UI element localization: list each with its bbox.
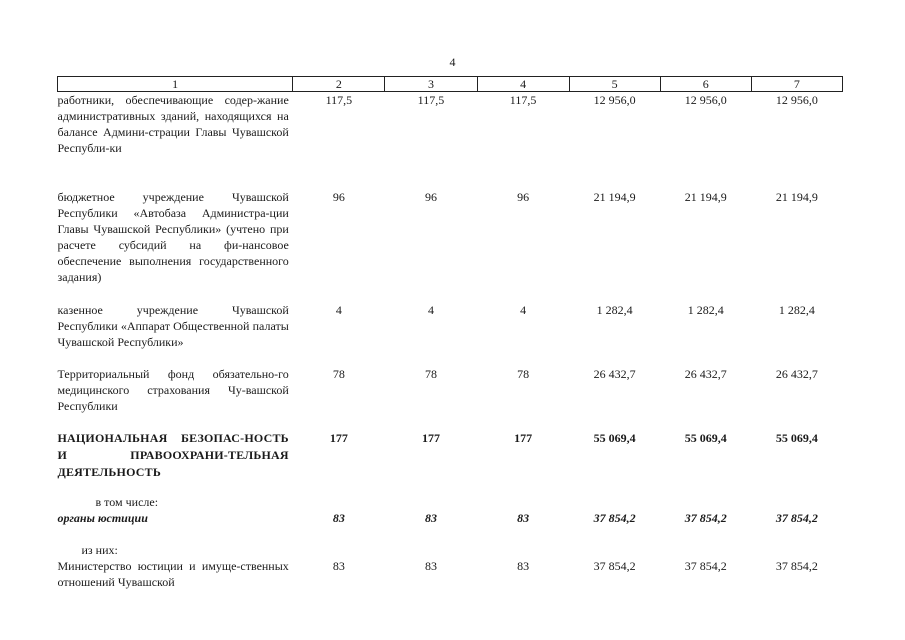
row-value: 55 069,4 [684, 430, 727, 445]
table-row [58, 494, 843, 510]
row-value: 1 282,4 [778, 302, 815, 317]
table-row [58, 92, 843, 189]
row-value: 26 432,7 [775, 366, 818, 381]
subgroup-label: из них: [81, 542, 118, 557]
row-label: работники, обеспечивающие содер-жание административных зданий, находящихся на балансе Админи-страции Главы Чувашской Республи-ки [57, 93, 289, 155]
row-label: казенное учреждение Чувашской Республики «Аппарат Общественной палаты Чувашской Республики» [57, 302, 289, 349]
row-value: 1 282,4 [687, 302, 724, 317]
row-value: 37 854,2 [593, 510, 636, 525]
row-value: 4 [520, 302, 527, 317]
row-value: 12 956,0 [684, 93, 727, 107]
row-value: 78 [517, 366, 530, 381]
row-label: бюджетное учреждение Чувашской Республики «Автобаза Администра-ции Главы Чувашской Республики» (учтено при расчете субсидий на фи-нансовое обеспечение выполнения государственного задания) [57, 189, 289, 284]
subgroup-label: в том числе: [95, 494, 159, 509]
row-value: 21 194,9 [593, 189, 636, 204]
column-header-3: 3 [385, 77, 477, 92]
row-value: 21 194,9 [684, 189, 727, 204]
row-value: 12 956,0 [593, 93, 636, 107]
row-value: 117,5 [325, 93, 353, 107]
row-value: 83 [517, 558, 530, 573]
row-value: 37 854,2 [593, 558, 636, 573]
row-value: 117,5 [417, 93, 445, 107]
row-value: 1 282,4 [596, 302, 633, 317]
column-header-4: 4 [477, 77, 569, 92]
column-header-7: 7 [751, 77, 842, 92]
row-value: 21 194,9 [775, 189, 818, 204]
column-header-2: 2 [293, 77, 385, 92]
column-header-6: 6 [660, 77, 751, 92]
row-value: 4 [427, 302, 434, 317]
row-value: 96 [332, 189, 345, 204]
row-label: Территориальный фонд обязательно-го медицинского страхования Чу-вашской Республики [57, 366, 289, 413]
table-row [58, 558, 843, 590]
column-header-5: 5 [569, 77, 660, 92]
row-value: 96 [517, 189, 530, 204]
row-value: 55 069,4 [775, 430, 818, 445]
row-value: 37 854,2 [684, 510, 727, 525]
row-value: 83 [332, 558, 345, 573]
row-value: 177 [514, 430, 533, 445]
row-label: органы юстиции [57, 510, 148, 525]
staffing-table [57, 76, 843, 590]
row-value: 37 854,2 [775, 510, 818, 525]
row-value: 55 069,4 [593, 430, 636, 445]
table-row [58, 302, 843, 366]
row-value: 96 [424, 189, 437, 204]
row-value: 78 [332, 366, 345, 381]
row-value: 83 [517, 510, 530, 525]
row-value: 4 [335, 302, 342, 317]
row-value: 177 [329, 430, 348, 445]
table-row [58, 189, 843, 302]
row-value: 83 [424, 558, 437, 573]
row-value: 78 [424, 366, 437, 381]
table-row-section [58, 430, 843, 494]
row-value: 37 854,2 [684, 558, 727, 573]
row-value: 117,5 [509, 93, 537, 107]
page-number: 4 [449, 55, 456, 69]
column-header-1: 1 [58, 77, 293, 92]
row-value: 26 432,7 [684, 366, 727, 381]
table-row [58, 366, 843, 430]
row-value: 26 432,7 [593, 366, 636, 381]
row-value: 37 854,2 [775, 558, 818, 573]
row-value: 83 [332, 510, 345, 525]
table-row-subtotal [58, 510, 843, 542]
row-value: 12 956,0 [775, 93, 818, 107]
column-number-row [58, 77, 843, 92]
section-heading: НАЦИОНАЛЬНАЯ БЕЗОПАС-НОСТЬ И ПРАВООХРАНИ-ТЕЛЬНАЯ ДЕЯТЕЛЬНОСТЬ [57, 430, 289, 479]
row-value: 83 [424, 510, 437, 525]
row-value: 177 [421, 430, 440, 445]
row-label: Министерство юстиции и имуще-ственных отношений Чувашской [57, 558, 289, 589]
table-row [58, 542, 843, 558]
